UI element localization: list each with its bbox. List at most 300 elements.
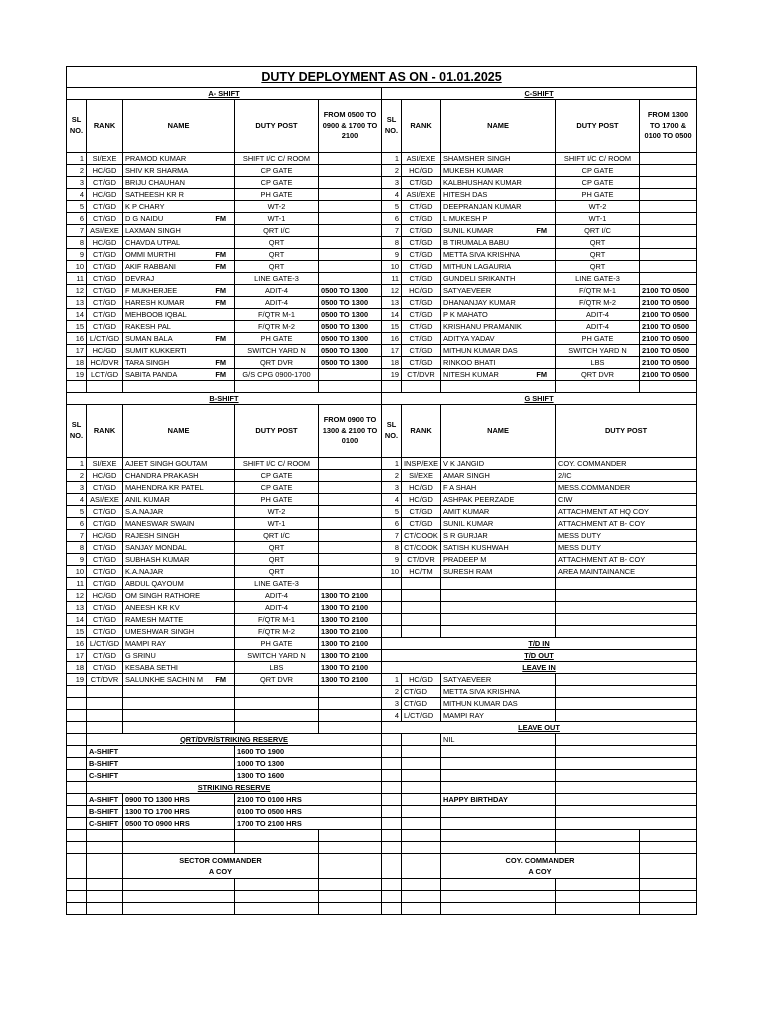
sl-cell: 10 bbox=[67, 566, 87, 578]
rank-cell: CT/GD bbox=[87, 518, 123, 530]
sl-cell: 12 bbox=[67, 285, 87, 297]
empty-cell bbox=[441, 903, 556, 915]
time-cell: 2100 TO 0500 bbox=[640, 345, 697, 357]
empty-cell bbox=[556, 782, 697, 794]
sl-cell bbox=[382, 614, 402, 626]
empty-cell bbox=[67, 879, 87, 891]
time-cell: 0500 TO 1300 bbox=[319, 357, 382, 369]
fm-mark: FM bbox=[215, 357, 226, 367]
empty-cell bbox=[402, 830, 441, 842]
empty-cell bbox=[640, 854, 697, 879]
name-text: GUNDELI SRIKANTH bbox=[443, 273, 516, 283]
name-cell bbox=[441, 153, 556, 165]
empty-cell bbox=[402, 782, 441, 794]
duty-row bbox=[67, 165, 697, 177]
duty-row bbox=[67, 321, 697, 333]
qrt-reserve-heading: QRT/DVR/STRIKING RESERVE bbox=[87, 734, 382, 746]
empty-cell bbox=[67, 746, 87, 758]
fm-mark: FM bbox=[215, 333, 226, 343]
duty-post-cell: F/QTR M-1 bbox=[556, 285, 640, 297]
empty-cell bbox=[235, 686, 319, 698]
empty-cell bbox=[123, 381, 235, 393]
duty-row bbox=[67, 237, 697, 249]
empty-cell bbox=[402, 903, 441, 915]
duty-post-cell: SHIFT I/C C/ ROOM bbox=[235, 458, 319, 470]
duty-row bbox=[67, 345, 697, 357]
empty-cell bbox=[402, 734, 441, 746]
empty-cell bbox=[87, 686, 123, 698]
name-cell bbox=[441, 189, 556, 201]
rank-cell: CT/GD bbox=[87, 482, 123, 494]
duty-row bbox=[67, 297, 697, 309]
empty-cell bbox=[87, 710, 123, 722]
empty-cell bbox=[382, 782, 402, 794]
empty-cell bbox=[382, 734, 402, 746]
sl-cell: 6 bbox=[67, 213, 87, 225]
empty-cell bbox=[235, 879, 319, 891]
time-cell bbox=[640, 153, 697, 165]
reserve-shift: C-SHIFT bbox=[87, 818, 123, 830]
empty-cell bbox=[67, 830, 87, 842]
duty-row bbox=[67, 542, 697, 554]
empty-cell bbox=[67, 770, 87, 782]
empty-cell bbox=[402, 842, 441, 854]
name-text: SALUNKHE SACHIN M bbox=[125, 674, 204, 684]
sl-header: SL NO. bbox=[382, 405, 402, 458]
empty-cell bbox=[87, 854, 123, 879]
duty-post-cell: 2/IC bbox=[556, 470, 697, 482]
name-cell bbox=[441, 165, 556, 177]
empty-cell bbox=[640, 903, 697, 915]
sl-cell: 3 bbox=[382, 482, 402, 494]
time-cell bbox=[319, 578, 382, 590]
sl-cell: 16 bbox=[382, 333, 402, 345]
g-heading: T/D OUT bbox=[382, 650, 697, 662]
sl-cell bbox=[382, 578, 402, 590]
duty-post-header: DUTY POST bbox=[556, 405, 697, 458]
name-cell: AMAR SINGH bbox=[441, 470, 556, 482]
duty-row bbox=[67, 638, 697, 650]
name-text: MITHUN LAGAURIA bbox=[443, 261, 512, 271]
empty-cell bbox=[402, 758, 441, 770]
name-cell bbox=[123, 638, 235, 650]
name-cell bbox=[441, 321, 556, 333]
sl-cell bbox=[382, 626, 402, 638]
name-cell: MAMPI RAY bbox=[441, 710, 556, 722]
section-title-row bbox=[67, 88, 697, 100]
empty-cell bbox=[556, 758, 697, 770]
striking-reserve-heading: STRIKING RESERVE bbox=[87, 782, 382, 794]
duty-row bbox=[67, 153, 697, 165]
rank-cell: CT/GD bbox=[87, 321, 123, 333]
duty-post-cell: QRT bbox=[235, 237, 319, 249]
name-text: BRIJU CHAUHAN bbox=[125, 177, 185, 187]
time-cell bbox=[319, 369, 382, 381]
empty-cell bbox=[87, 903, 123, 915]
duty-post-cell: CP GATE bbox=[556, 177, 640, 189]
time-cell bbox=[319, 249, 382, 261]
duty-post-cell: PH GATE bbox=[235, 494, 319, 506]
duty-post-cell: CIW bbox=[556, 494, 697, 506]
name-cell bbox=[441, 237, 556, 249]
duty-post-cell: ATTACHMENT AT B- COY bbox=[556, 518, 697, 530]
name-text: ADITYA YADAV bbox=[443, 333, 495, 343]
name-cell bbox=[123, 273, 235, 285]
empty-cell bbox=[382, 830, 402, 842]
rank-cell: HC/GD bbox=[87, 237, 123, 249]
sl-cell: 16 bbox=[67, 638, 87, 650]
reserve-shift: A-SHIFT bbox=[87, 746, 235, 758]
name-cell bbox=[441, 309, 556, 321]
time-cell: 1300 TO 2100 bbox=[319, 602, 382, 614]
duty-post-cell: QRT I/C bbox=[235, 530, 319, 542]
sl-cell: 13 bbox=[67, 297, 87, 309]
sign-line-2: A COY bbox=[528, 867, 552, 876]
sl-cell: 2 bbox=[382, 165, 402, 177]
rank-cell: INSP/EXE bbox=[402, 458, 441, 470]
duty-row bbox=[67, 189, 697, 201]
sl-cell: 18 bbox=[67, 662, 87, 674]
sl-cell: 11 bbox=[67, 578, 87, 590]
rank-cell: SI/EXE bbox=[87, 458, 123, 470]
duty-post-cell: WT-1 bbox=[235, 518, 319, 530]
blank-row bbox=[67, 903, 697, 915]
g-heading: T/D IN bbox=[382, 638, 697, 650]
sl-cell: 17 bbox=[382, 345, 402, 357]
rank-cell: HC/GD bbox=[87, 530, 123, 542]
name-cell bbox=[123, 285, 235, 297]
rank-cell: CT/GD bbox=[87, 249, 123, 261]
time-cell bbox=[319, 482, 382, 494]
sl-cell: 8 bbox=[67, 237, 87, 249]
empty-cell bbox=[67, 782, 87, 794]
reserve-shift: A-SHIFT bbox=[87, 794, 123, 806]
sl-cell: 14 bbox=[67, 309, 87, 321]
name-text: RAKESH PAL bbox=[125, 321, 171, 331]
rank-cell: CT/DVR bbox=[402, 554, 441, 566]
name-cell: F A SHAH bbox=[441, 482, 556, 494]
name-cell bbox=[123, 590, 235, 602]
name-cell: V K JANGID bbox=[441, 458, 556, 470]
blank-row bbox=[67, 842, 697, 854]
empty-cell bbox=[556, 381, 640, 393]
empty-cell bbox=[382, 854, 402, 879]
name-text: OM SINGH RATHORE bbox=[125, 590, 201, 600]
sl-header: SL NO. bbox=[67, 405, 87, 458]
duty-post-cell: LBS bbox=[556, 357, 640, 369]
duty-post-cell bbox=[556, 626, 697, 638]
duty-post-cell: LINE GATE-3 bbox=[556, 273, 640, 285]
duty-row bbox=[67, 590, 697, 602]
sl-cell: 14 bbox=[382, 309, 402, 321]
duty-row bbox=[67, 357, 697, 369]
duty-post-cell: F/QTR M-2 bbox=[235, 626, 319, 638]
name-text: MEHBOOB IQBAL bbox=[125, 309, 187, 319]
time-cell: 2100 TO 0500 bbox=[640, 369, 697, 381]
name-text: MAHENDRA KR PATEL bbox=[125, 482, 204, 492]
name-text: AJEET SINGH GOUTAM bbox=[125, 458, 208, 468]
duty-row bbox=[67, 470, 697, 482]
empty-cell bbox=[123, 698, 235, 710]
name-cell bbox=[441, 369, 556, 381]
name-text: HARESH KUMAR bbox=[125, 297, 185, 307]
g-shift-title: G SHIFT bbox=[382, 393, 697, 405]
name-text: LAXMAN SINGH bbox=[125, 225, 181, 235]
sl-cell: 3 bbox=[382, 177, 402, 189]
reserve-shift: B-SHIFT bbox=[87, 806, 123, 818]
duty-post-header: DUTY POST bbox=[556, 100, 640, 153]
name-text: L MUKESH P bbox=[443, 213, 488, 223]
name-cell bbox=[441, 225, 556, 237]
empty-cell bbox=[123, 722, 235, 734]
name-cell bbox=[441, 177, 556, 189]
duty-row bbox=[67, 201, 697, 213]
rank-cell: ASI/EXE bbox=[87, 494, 123, 506]
time-cell bbox=[319, 225, 382, 237]
time-cell bbox=[319, 237, 382, 249]
time-cell bbox=[319, 542, 382, 554]
rank-cell: CT/GD bbox=[402, 506, 441, 518]
empty-cell bbox=[556, 770, 697, 782]
duty-post-cell: LINE GATE-3 bbox=[235, 578, 319, 590]
reserve-time: 1300 TO 1600 bbox=[235, 770, 382, 782]
duty-row bbox=[67, 273, 697, 285]
name-text: RAMESH MATTE bbox=[125, 614, 184, 624]
sl-cell: 8 bbox=[382, 237, 402, 249]
name-text: RAJESH SINGH bbox=[125, 530, 180, 540]
sl-cell: 5 bbox=[67, 506, 87, 518]
c-shift-time-header: FROM 1300 TO 1700 & 0100 TO 0500 bbox=[640, 100, 697, 153]
time-cell bbox=[319, 273, 382, 285]
duty-row bbox=[67, 177, 697, 189]
sl-cell: 1 bbox=[67, 153, 87, 165]
duty-post-cell: QRT DVR bbox=[235, 357, 319, 369]
name-text: SANJAY MONDAL bbox=[125, 542, 187, 552]
leave-out-value: NIL bbox=[441, 734, 556, 746]
reserve-time: 1300 TO 1700 HRS bbox=[123, 806, 235, 818]
name-text: F MUKHERJEE bbox=[125, 285, 178, 295]
empty-cell bbox=[87, 381, 123, 393]
reserve-time: 0900 TO 1300 HRS bbox=[123, 794, 235, 806]
sl-cell bbox=[382, 602, 402, 614]
leave-out-heading-row bbox=[67, 722, 697, 734]
rank-cell: CT/GD bbox=[87, 566, 123, 578]
rank-cell: CT/GD bbox=[87, 614, 123, 626]
empty-cell bbox=[67, 854, 87, 879]
sl-cell: 13 bbox=[382, 297, 402, 309]
sl-cell: 9 bbox=[67, 249, 87, 261]
empty-cell bbox=[441, 770, 556, 782]
name-text: CHANDRA PRAKASH bbox=[125, 470, 199, 480]
rank-cell: ASI/EXE bbox=[402, 189, 441, 201]
time-cell: 0500 TO 1300 bbox=[319, 285, 382, 297]
duty-post-cell: SWITCH YARD N bbox=[235, 650, 319, 662]
name-cell bbox=[123, 357, 235, 369]
sl-cell: 3 bbox=[382, 698, 402, 710]
fm-mark: FM bbox=[215, 249, 226, 259]
name-cell bbox=[441, 261, 556, 273]
reserve-time: 0500 TO 0900 HRS bbox=[123, 818, 235, 830]
time-cell: 0500 TO 1300 bbox=[319, 297, 382, 309]
empty-cell bbox=[123, 686, 235, 698]
duty-post-cell: COY. COMMANDER bbox=[556, 458, 697, 470]
a-shift-time-header: FROM 0500 TO 0900 & 1700 TO 2100 bbox=[319, 100, 382, 153]
rank-cell: CT/GD bbox=[402, 273, 441, 285]
name-cell bbox=[441, 626, 556, 638]
sl-cell: 4 bbox=[382, 710, 402, 722]
sl-cell: 10 bbox=[382, 566, 402, 578]
sl-cell: 1 bbox=[382, 674, 402, 686]
rank-cell: CT/GD bbox=[402, 261, 441, 273]
duty-post-cell: QRT bbox=[556, 261, 640, 273]
time-cell bbox=[319, 153, 382, 165]
empty-cell bbox=[556, 746, 697, 758]
name-cell bbox=[441, 273, 556, 285]
duty-post-cell: ADIT-4 bbox=[235, 285, 319, 297]
name-cell: METTA SIVA KRISHNA bbox=[441, 686, 556, 698]
qrt-reserve-row bbox=[67, 758, 697, 770]
duty-post-cell: QRT bbox=[235, 554, 319, 566]
duty-row bbox=[67, 309, 697, 321]
name-cell bbox=[123, 650, 235, 662]
rank-cell: CT/GD bbox=[87, 650, 123, 662]
duty-post-cell: SHIFT I/C C/ ROOM bbox=[235, 153, 319, 165]
name-cell: SATYAEVEER bbox=[441, 674, 556, 686]
duty-post-cell: QRT bbox=[235, 261, 319, 273]
duty-post-cell: PH GATE bbox=[556, 189, 640, 201]
name-cell bbox=[123, 542, 235, 554]
duty-post-cell: WT-1 bbox=[556, 213, 640, 225]
empty-cell bbox=[382, 818, 402, 830]
time-cell bbox=[640, 177, 697, 189]
b-shift-time-header: FROM 0900 TO 1300 & 2100 TO 0100 bbox=[319, 405, 382, 458]
name-text: UMESHWAR SINGH bbox=[125, 626, 195, 636]
time-cell bbox=[319, 566, 382, 578]
time-cell bbox=[640, 261, 697, 273]
name-text: SUMAN BALA bbox=[125, 333, 173, 343]
duty-post-cell: PH GATE bbox=[235, 189, 319, 201]
name-cell bbox=[441, 345, 556, 357]
duty-post-cell: LINE GATE-3 bbox=[235, 273, 319, 285]
name-cell bbox=[441, 297, 556, 309]
name-header: NAME bbox=[123, 405, 235, 458]
rank-cell: CT/GD bbox=[402, 237, 441, 249]
duty-row bbox=[67, 369, 697, 381]
striking-reserve-row bbox=[67, 794, 697, 806]
name-cell bbox=[123, 662, 235, 674]
empty-cell bbox=[319, 891, 382, 903]
time-cell: 2100 TO 0500 bbox=[640, 309, 697, 321]
name-cell bbox=[441, 249, 556, 261]
name-cell bbox=[123, 554, 235, 566]
empty-cell bbox=[123, 891, 235, 903]
empty-cell bbox=[67, 698, 87, 710]
name-cell bbox=[123, 333, 235, 345]
empty-cell bbox=[319, 698, 382, 710]
name-text: KESABA SETHI bbox=[125, 662, 178, 672]
duty-row bbox=[67, 213, 697, 225]
empty-cell bbox=[640, 381, 697, 393]
reserve-time: 1000 TO 1300 bbox=[235, 758, 382, 770]
duty-post-cell: MESS.COMMANDER bbox=[556, 482, 697, 494]
duty-row bbox=[67, 333, 697, 345]
empty-cell bbox=[556, 710, 697, 722]
name-cell bbox=[123, 213, 235, 225]
rank-cell: CT/GD bbox=[402, 177, 441, 189]
rank-cell: CT/GD bbox=[402, 686, 441, 698]
sl-cell: 9 bbox=[382, 249, 402, 261]
empty-cell bbox=[382, 770, 402, 782]
time-cell bbox=[640, 189, 697, 201]
name-text: DEVRAJ bbox=[125, 273, 155, 283]
duty-post-cell: QRT bbox=[235, 542, 319, 554]
reserve-time: 2100 TO 0100 HRS bbox=[235, 794, 382, 806]
rank-header: RANK bbox=[87, 100, 123, 153]
name-text: DEEPRANJAN KUMAR bbox=[443, 201, 522, 211]
duty-post-cell: ADIT-4 bbox=[235, 297, 319, 309]
empty-cell bbox=[382, 891, 402, 903]
name-text: METTA SIVA KRISHNA bbox=[443, 249, 520, 259]
name-text: KRISHANU PRAMANIK bbox=[443, 321, 522, 331]
rank-cell: CT/GD bbox=[87, 261, 123, 273]
sl-cell: 19 bbox=[382, 369, 402, 381]
name-text: ANIL KUMAR bbox=[125, 494, 170, 504]
time-cell bbox=[319, 458, 382, 470]
name-cell: MITHUN KUMAR DAS bbox=[441, 698, 556, 710]
duty-post-cell: QRT bbox=[235, 249, 319, 261]
duty-row bbox=[67, 650, 697, 662]
rank-cell: CT/COOK bbox=[402, 542, 441, 554]
duty-post-cell: QRT bbox=[556, 237, 640, 249]
duty-post-cell: F/QTR M-1 bbox=[235, 614, 319, 626]
duty-post-cell: QRT bbox=[556, 249, 640, 261]
sl-cell: 17 bbox=[67, 650, 87, 662]
time-cell bbox=[319, 506, 382, 518]
duty-post-cell: F/QTR M-1 bbox=[235, 309, 319, 321]
rank-cell: CT/GD bbox=[402, 345, 441, 357]
rank-cell: CT/GD bbox=[402, 297, 441, 309]
leave-in-row bbox=[67, 686, 697, 698]
name-header: NAME bbox=[441, 405, 556, 458]
duty-post-cell: WT-2 bbox=[235, 201, 319, 213]
empty-cell bbox=[382, 794, 402, 806]
rank-cell: CT/GD bbox=[87, 309, 123, 321]
sl-cell: 14 bbox=[67, 614, 87, 626]
rank-cell: HC/GD bbox=[87, 189, 123, 201]
name-cell bbox=[441, 333, 556, 345]
duty-post-cell bbox=[556, 674, 697, 686]
empty-cell bbox=[556, 698, 697, 710]
name-cell bbox=[123, 614, 235, 626]
name-text: NITESH KUMAR bbox=[443, 369, 499, 379]
duty-post-cell: ADIT-4 bbox=[235, 590, 319, 602]
time-cell bbox=[640, 249, 697, 261]
name-cell bbox=[441, 285, 556, 297]
rank-cell: CT/GD bbox=[402, 321, 441, 333]
empty-cell bbox=[123, 710, 235, 722]
rank-cell: CT/GD bbox=[402, 309, 441, 321]
qrt-reserve-row bbox=[67, 770, 697, 782]
time-cell bbox=[319, 213, 382, 225]
empty-cell bbox=[67, 891, 87, 903]
rank-cell bbox=[402, 626, 441, 638]
time-cell bbox=[319, 201, 382, 213]
rank-cell: HC/GD bbox=[402, 165, 441, 177]
time-cell bbox=[319, 165, 382, 177]
sl-cell: 1 bbox=[67, 458, 87, 470]
rank-cell: CT/GD bbox=[402, 249, 441, 261]
sign-line-1: COY. COMMANDER bbox=[505, 855, 575, 865]
